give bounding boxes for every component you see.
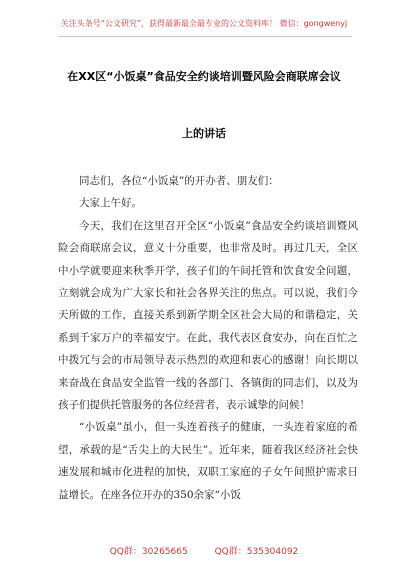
body-paragraph: “小饭桌”虽小，但一头连着孩子的健康，一头连着家庭的希望，承载的是“舌尖上的大民生”。近年来，随着我区经济社会快速发展和城市化进程的加快，双职工家庭的子女午间照护需求日益增长。在座各位开办的350余家“小饭 xyxy=(58,421,358,501)
body-paragraph: 今天，我们在这里召开全区“小饭桌”食品安全约谈培训暨风险会商联席会议，意义十分重要，也非常及时。再过几天，全区中小学就要迎来秋季开学，孩子们的午间托管和饮食安全问题，立刻就会成为广大家长和社会各界关注的焦点。可以说，我们今天所做的工作，直接关系到新学期全区社会大局的和谐稳定，关系到千家万户的幸福安宁。在此，我代表区食安办，向在百忙之中拨冗与会的市局领导表示热烈的欢迎和衷心的感谢！向长期以来奋战在食品安全监管一线的各部门、各镇街的同志们，以及为孩子们提供托管服务的各位经营者，表示诚挚的问候！ xyxy=(58,219,358,412)
header-divider xyxy=(58,36,352,37)
document-title-line-1: 在XX区“小饭桌”食品安全约谈培训暨风险会商联席会议 xyxy=(67,70,341,83)
footer-qq-group-2: QQ群：535304092 xyxy=(214,547,299,557)
footer-contact xyxy=(0,544,408,557)
footer-qq-group-1: QQ群：30265665 xyxy=(109,547,188,557)
document-body xyxy=(58,170,358,506)
header-promo-text: 关注头条号“公文研究”，获得最新最全最专业的公文资料库！ 微信：gongwenyj xyxy=(60,19,348,28)
body-paragraph: 同志们，各位“小饭桌”的开办者、朋友们： xyxy=(79,175,279,187)
body-paragraph: 大家上午好。 xyxy=(79,197,142,210)
document-title-line-2: 上的讲话 xyxy=(182,127,226,140)
